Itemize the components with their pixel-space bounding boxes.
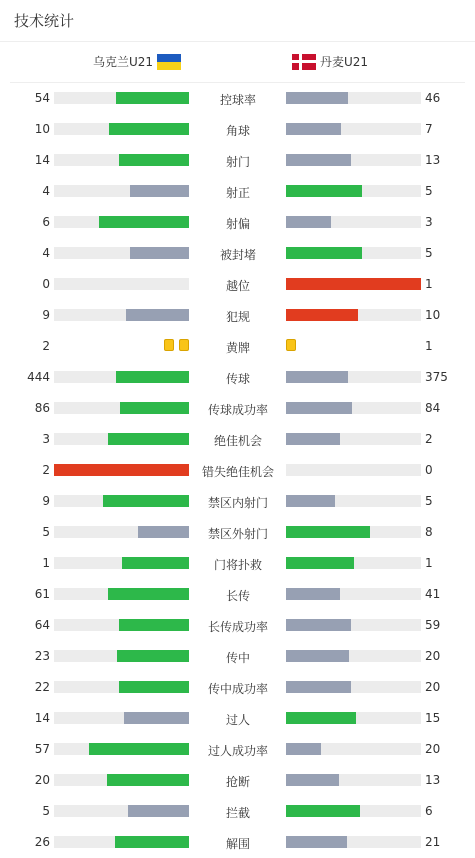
stat-label: 控球率	[219, 93, 256, 107]
home-stat-bar	[54, 464, 189, 476]
home-stat-bar	[54, 681, 189, 693]
away-stat-value: 46	[425, 91, 441, 105]
away-stat-bar-fill	[286, 309, 358, 321]
stat-label: 过人成功率	[207, 744, 268, 758]
home-stat-value: 3	[42, 432, 50, 446]
away-stat-value: 5	[425, 184, 433, 198]
home-stat-value: 54	[34, 91, 50, 105]
home-stat-bar	[54, 433, 189, 445]
home-stat-bar-fill	[130, 185, 189, 197]
home-stat-bar-fill	[120, 402, 189, 414]
away-stat-bar	[286, 774, 421, 786]
home-stat-bar	[54, 216, 189, 228]
home-stat-value: 86	[34, 401, 50, 415]
page-title: 技术统计	[14, 12, 75, 30]
away-stat-bar-fill	[286, 495, 335, 507]
home-stat-value: 6	[42, 215, 50, 229]
away-stat-bar-fill	[286, 805, 360, 817]
away-stat-bar	[286, 650, 421, 662]
home-stat-bar	[54, 247, 189, 259]
stat-label: 犯规	[225, 310, 250, 324]
away-stat-bar-fill	[286, 433, 340, 445]
home-stat-bar-fill	[119, 154, 189, 166]
away-stat-value: 6	[425, 804, 433, 818]
home-stat-bar	[54, 526, 189, 538]
away-stat-bar-fill	[286, 154, 351, 166]
stat-label: 角球	[225, 124, 250, 138]
away-stat-bar	[286, 247, 421, 259]
stat-label: 绝佳机会	[213, 434, 262, 448]
stat-row	[0, 300, 475, 331]
stat-label: 被封堵	[219, 248, 256, 262]
away-stat-bar	[286, 185, 421, 197]
home-stat-value: 5	[42, 525, 50, 539]
home-stat-bar	[54, 588, 189, 600]
stat-label: 射门	[225, 155, 250, 169]
away-stat-value: 20	[425, 680, 441, 694]
yellow-card-icon	[179, 339, 189, 351]
away-stat-value: 5	[425, 494, 433, 508]
stat-row	[0, 207, 475, 238]
away-stat-bar-fill	[286, 278, 421, 290]
away-stat-bar-fill	[286, 185, 362, 197]
stat-label: 错失绝佳机会	[201, 465, 274, 479]
home-stat-value: 4	[42, 184, 50, 198]
away-stat-value: 8	[425, 525, 433, 539]
home-stat-bar-fill	[119, 681, 189, 693]
home-stat-bar	[54, 557, 189, 569]
stat-label: 抢断	[225, 775, 250, 789]
away-stat-bar	[286, 526, 421, 538]
stat-row	[0, 610, 475, 641]
away-stat-bar-fill	[286, 216, 331, 228]
ukraine-flag-icon	[157, 54, 181, 70]
away-stat-bar-fill	[286, 712, 356, 724]
away-team[interactable]	[292, 53, 368, 70]
home-stat-bar	[54, 650, 189, 662]
home-stat-bar	[54, 743, 189, 755]
away-stat-bar	[286, 154, 421, 166]
home-stat-bar-fill	[116, 92, 189, 104]
home-stat-value: 14	[34, 153, 50, 167]
away-stat-value: 21	[425, 835, 441, 849]
away-stat-bar-fill	[286, 123, 341, 135]
away-stat-bar	[286, 123, 421, 135]
away-stat-bar-fill	[286, 247, 362, 259]
home-stat-bar-fill	[109, 123, 189, 135]
away-stat-value: 1	[425, 277, 433, 291]
away-stat-bar	[286, 216, 421, 228]
home-stat-bar	[54, 495, 189, 507]
away-stat-value: 13	[425, 153, 441, 167]
home-stat-bar-fill	[128, 805, 189, 817]
away-stat-bar	[286, 743, 421, 755]
home-team[interactable]	[93, 53, 181, 70]
stat-row	[0, 641, 475, 672]
home-stat-bar-fill	[138, 526, 189, 538]
stat-label: 禁区内射门	[207, 496, 268, 510]
away-stat-bar-fill	[286, 526, 370, 538]
home-stat-bar-fill	[103, 495, 189, 507]
stat-label: 传球成功率	[207, 403, 268, 417]
home-stat-value: 5	[42, 804, 50, 818]
home-stat-bar-fill	[130, 247, 189, 259]
away-stat-bar-fill	[286, 650, 349, 662]
stat-label: 禁区外射门	[207, 527, 268, 541]
home-stat-bar-fill	[115, 836, 189, 848]
away-stat-bar	[286, 464, 421, 476]
home-stat-bar	[54, 774, 189, 786]
home-stat-value: 61	[34, 587, 50, 601]
stat-row	[0, 331, 475, 362]
stat-row	[0, 176, 475, 207]
away-stat-bar	[286, 619, 421, 631]
home-stat-bar	[54, 154, 189, 166]
away-stat-bar	[286, 433, 421, 445]
away-stat-value: 20	[425, 742, 441, 756]
away-stat-value: 13	[425, 773, 441, 787]
away-stat-value: 1	[425, 339, 433, 353]
stat-row	[0, 114, 475, 145]
away-stat-bar	[286, 836, 421, 848]
away-stat-value: 10	[425, 308, 441, 322]
yellow-card-icon	[286, 339, 296, 351]
home-stat-bar-fill	[119, 619, 189, 631]
stat-label: 射正	[225, 186, 250, 200]
home-stat-bar-fill	[54, 464, 189, 476]
away-stat-bar-fill	[286, 371, 348, 383]
stat-row	[0, 145, 475, 176]
stat-label: 解围	[225, 837, 250, 851]
away-stat-bar-fill	[286, 557, 354, 569]
away-stat-bar	[286, 92, 421, 104]
away-stat-bar-fill	[286, 774, 339, 786]
away-stat-bar-fill	[286, 836, 347, 848]
home-stat-value: 10	[34, 122, 50, 136]
stat-row	[0, 393, 475, 424]
away-stat-value: 2	[425, 432, 433, 446]
away-stat-value: 1	[425, 556, 433, 570]
home-stat-value: 23	[34, 649, 50, 663]
home-stat-value: 444	[27, 370, 50, 384]
home-stat-bar	[54, 278, 189, 290]
stat-row	[0, 269, 475, 300]
home-stat-value: 22	[34, 680, 50, 694]
home-stat-value: 4	[42, 246, 50, 260]
away-stat-bar-fill	[286, 619, 351, 631]
stat-row	[0, 548, 475, 579]
away-stat-value: 41	[425, 587, 441, 601]
away-stat-bar	[286, 805, 421, 817]
stat-label: 拦截	[225, 806, 250, 820]
stat-label: 门将扑救	[213, 558, 262, 572]
away-stat-value: 0	[425, 463, 433, 477]
home-yellow-cards	[54, 339, 189, 353]
away-stat-value: 7	[425, 122, 433, 136]
stat-label: 传中	[225, 651, 250, 665]
away-stat-bar	[286, 495, 421, 507]
stats-header	[0, 0, 475, 42]
home-stat-value: 2	[42, 339, 50, 353]
away-stat-bar-fill	[286, 743, 321, 755]
stat-label: 长传	[225, 589, 250, 603]
home-stat-bar	[54, 402, 189, 414]
home-stat-value: 57	[34, 742, 50, 756]
home-stat-bar-fill	[126, 309, 189, 321]
home-stat-bar-fill	[124, 712, 189, 724]
stat-row	[0, 734, 475, 765]
away-yellow-cards	[286, 339, 421, 353]
stat-label: 越位	[225, 279, 250, 293]
home-stat-value: 14	[34, 711, 50, 725]
stat-label: 黄牌	[225, 341, 250, 355]
away-stat-bar	[286, 309, 421, 321]
stat-row	[0, 765, 475, 796]
away-stat-value: 375	[425, 370, 448, 384]
home-stat-value: 64	[34, 618, 50, 632]
stat-row	[0, 83, 475, 114]
stat-row	[0, 424, 475, 455]
home-stat-bar-fill	[116, 371, 189, 383]
stat-row	[0, 796, 475, 827]
home-stat-bar	[54, 309, 189, 321]
away-stat-value: 84	[425, 401, 441, 415]
home-stat-value: 20	[34, 773, 50, 787]
stat-label: 过人	[225, 713, 250, 727]
home-stat-bar-fill	[99, 216, 189, 228]
home-team-name: 乌克兰U21	[92, 55, 153, 69]
home-stat-bar-fill	[117, 650, 189, 662]
home-stat-bar-fill	[108, 588, 189, 600]
stat-label: 长传成功率	[207, 620, 268, 634]
stat-row	[0, 672, 475, 703]
stat-row	[0, 486, 475, 517]
home-stat-bar	[54, 92, 189, 104]
away-stat-bar-fill	[286, 588, 340, 600]
away-stat-bar	[286, 681, 421, 693]
stat-label: 传球	[225, 372, 250, 386]
away-stat-value: 59	[425, 618, 441, 632]
stat-row	[0, 703, 475, 734]
home-stat-bar	[54, 619, 189, 631]
away-stat-value: 3	[425, 215, 433, 229]
stat-row	[0, 517, 475, 548]
away-stat-bar	[286, 402, 421, 414]
stat-row	[0, 238, 475, 269]
home-stat-value: 9	[42, 494, 50, 508]
home-stat-bar-fill	[108, 433, 189, 445]
away-stat-bar	[286, 278, 421, 290]
stat-row	[0, 827, 475, 858]
away-stat-bar	[286, 712, 421, 724]
denmark-flag-icon	[292, 54, 316, 70]
home-stat-bar	[54, 123, 189, 135]
yellow-card-icon	[164, 339, 174, 351]
home-stat-bar	[54, 185, 189, 197]
stat-label: 传中成功率	[207, 682, 268, 696]
home-stat-value: 26	[34, 835, 50, 849]
home-stat-bar-fill	[122, 557, 190, 569]
stat-label: 射偏	[225, 217, 250, 231]
home-stat-bar	[54, 712, 189, 724]
away-stat-value: 5	[425, 246, 433, 260]
home-stat-bar	[54, 371, 189, 383]
home-stat-bar	[54, 805, 189, 817]
home-stat-value: 2	[42, 463, 50, 477]
stat-row	[0, 455, 475, 486]
home-stat-bar-fill	[89, 743, 189, 755]
home-stat-value: 9	[42, 308, 50, 322]
teams-bar	[10, 42, 465, 83]
stat-row	[0, 579, 475, 610]
away-stat-bar	[286, 588, 421, 600]
away-stat-value: 15	[425, 711, 441, 725]
away-team-name: 丹麦U21	[320, 55, 369, 69]
home-stat-bar	[54, 836, 189, 848]
away-stat-bar	[286, 371, 421, 383]
away-stat-bar-fill	[286, 681, 351, 693]
away-stat-bar-fill	[286, 92, 348, 104]
stat-row	[0, 362, 475, 393]
away-stat-bar	[286, 557, 421, 569]
home-stat-value: 0	[42, 277, 50, 291]
home-stat-bar-fill	[107, 774, 189, 786]
away-stat-bar-fill	[286, 402, 352, 414]
away-stat-value: 20	[425, 649, 441, 663]
home-stat-value: 1	[42, 556, 50, 570]
